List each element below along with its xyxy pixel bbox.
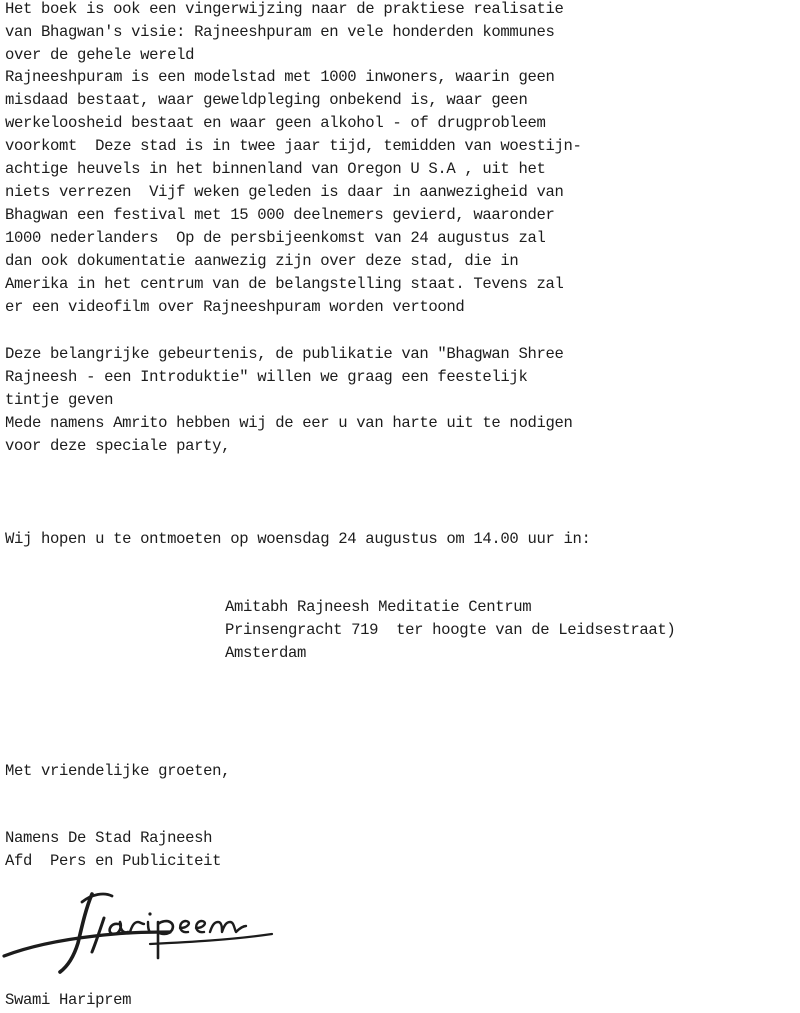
paragraph-2-line: Mede namens Amrito hebben wij de eer u van harte uit te nodigen <box>5 414 573 432</box>
closing-line: Met vriendelijke groeten, <box>5 762 231 780</box>
signatory-name: Swami Hariprem <box>5 991 132 1009</box>
paragraph-1-line: niets verrezen Vijf weken geleden is daar in aanwezigheid van <box>5 183 564 201</box>
paragraph-1-line: voorkomt Deze stad is in twee jaar tijd, temidden van woestijn- <box>5 137 582 155</box>
paragraph-1-line: er een videofilm over Rajneeshpuram worden vertoond <box>5 298 465 316</box>
paragraph-2-line: Deze belangrijke gebeurtenis, de publikatie van "Bhagwan Shree <box>5 345 564 363</box>
handwritten-signature <box>0 888 290 978</box>
paragraph-1-line: Bhagwan een festival met 15 000 deelnemers gevierd, waaronder <box>5 206 555 224</box>
paragraph-2-line: tintje geven <box>5 391 114 409</box>
paragraph-1-line: misdaad bestaat, waar geweldpleging onbekend is, waar geen <box>5 91 528 109</box>
paragraph-1-line: Amerika in het centrum van de belangstelling staat. Tevens zal <box>5 275 564 293</box>
paragraph-2-line: Rajneesh - een Introduktie" willen we graag een feestelijk <box>5 368 528 386</box>
paragraph-1-line: 1000 nederlanders Op de persbijeenkomst van 24 augustus zal <box>5 229 546 247</box>
sender-line: Namens De Stad Rajneesh <box>5 829 213 847</box>
paragraph-1-line: van Bhagwan's visie: Rajneeshpuram en vele honderden kommunes <box>5 23 555 41</box>
paragraph-1-line: Het boek is ook een vingerwijzing naar de praktiese realisatie <box>5 0 564 18</box>
address-line: Amitabh Rajneesh Meditatie Centrum <box>225 598 532 616</box>
address-line: Prinsengracht 719 ter hoogte van de Leidsestraat) <box>225 621 676 639</box>
sender-line: Afd Pers en Publiciteit <box>5 852 222 870</box>
paragraph-1-line: achtige heuvels in het binnenland van Oregon U S.A , uit het <box>5 160 546 178</box>
paragraph-1-line: over de gehele wereld <box>5 46 195 64</box>
paragraph-2-line: voor deze speciale party, <box>5 437 231 455</box>
paragraph-1-line: werkeloosheid bestaat en waar geen alkohol - of drugprobleem <box>5 114 546 132</box>
paragraph-1-line: dan ook dokumentatie aanwezig zijn over deze stad, die in <box>5 252 519 270</box>
address-line: Amsterdam <box>225 644 307 662</box>
invitation-line: Wij hopen u te ontmoeten op woensdag 24 augustus om 14.00 uur in: <box>5 530 591 548</box>
paragraph-1-line: Rajneeshpuram is een modelstad met 1000 inwoners, waarin geen <box>5 68 555 86</box>
